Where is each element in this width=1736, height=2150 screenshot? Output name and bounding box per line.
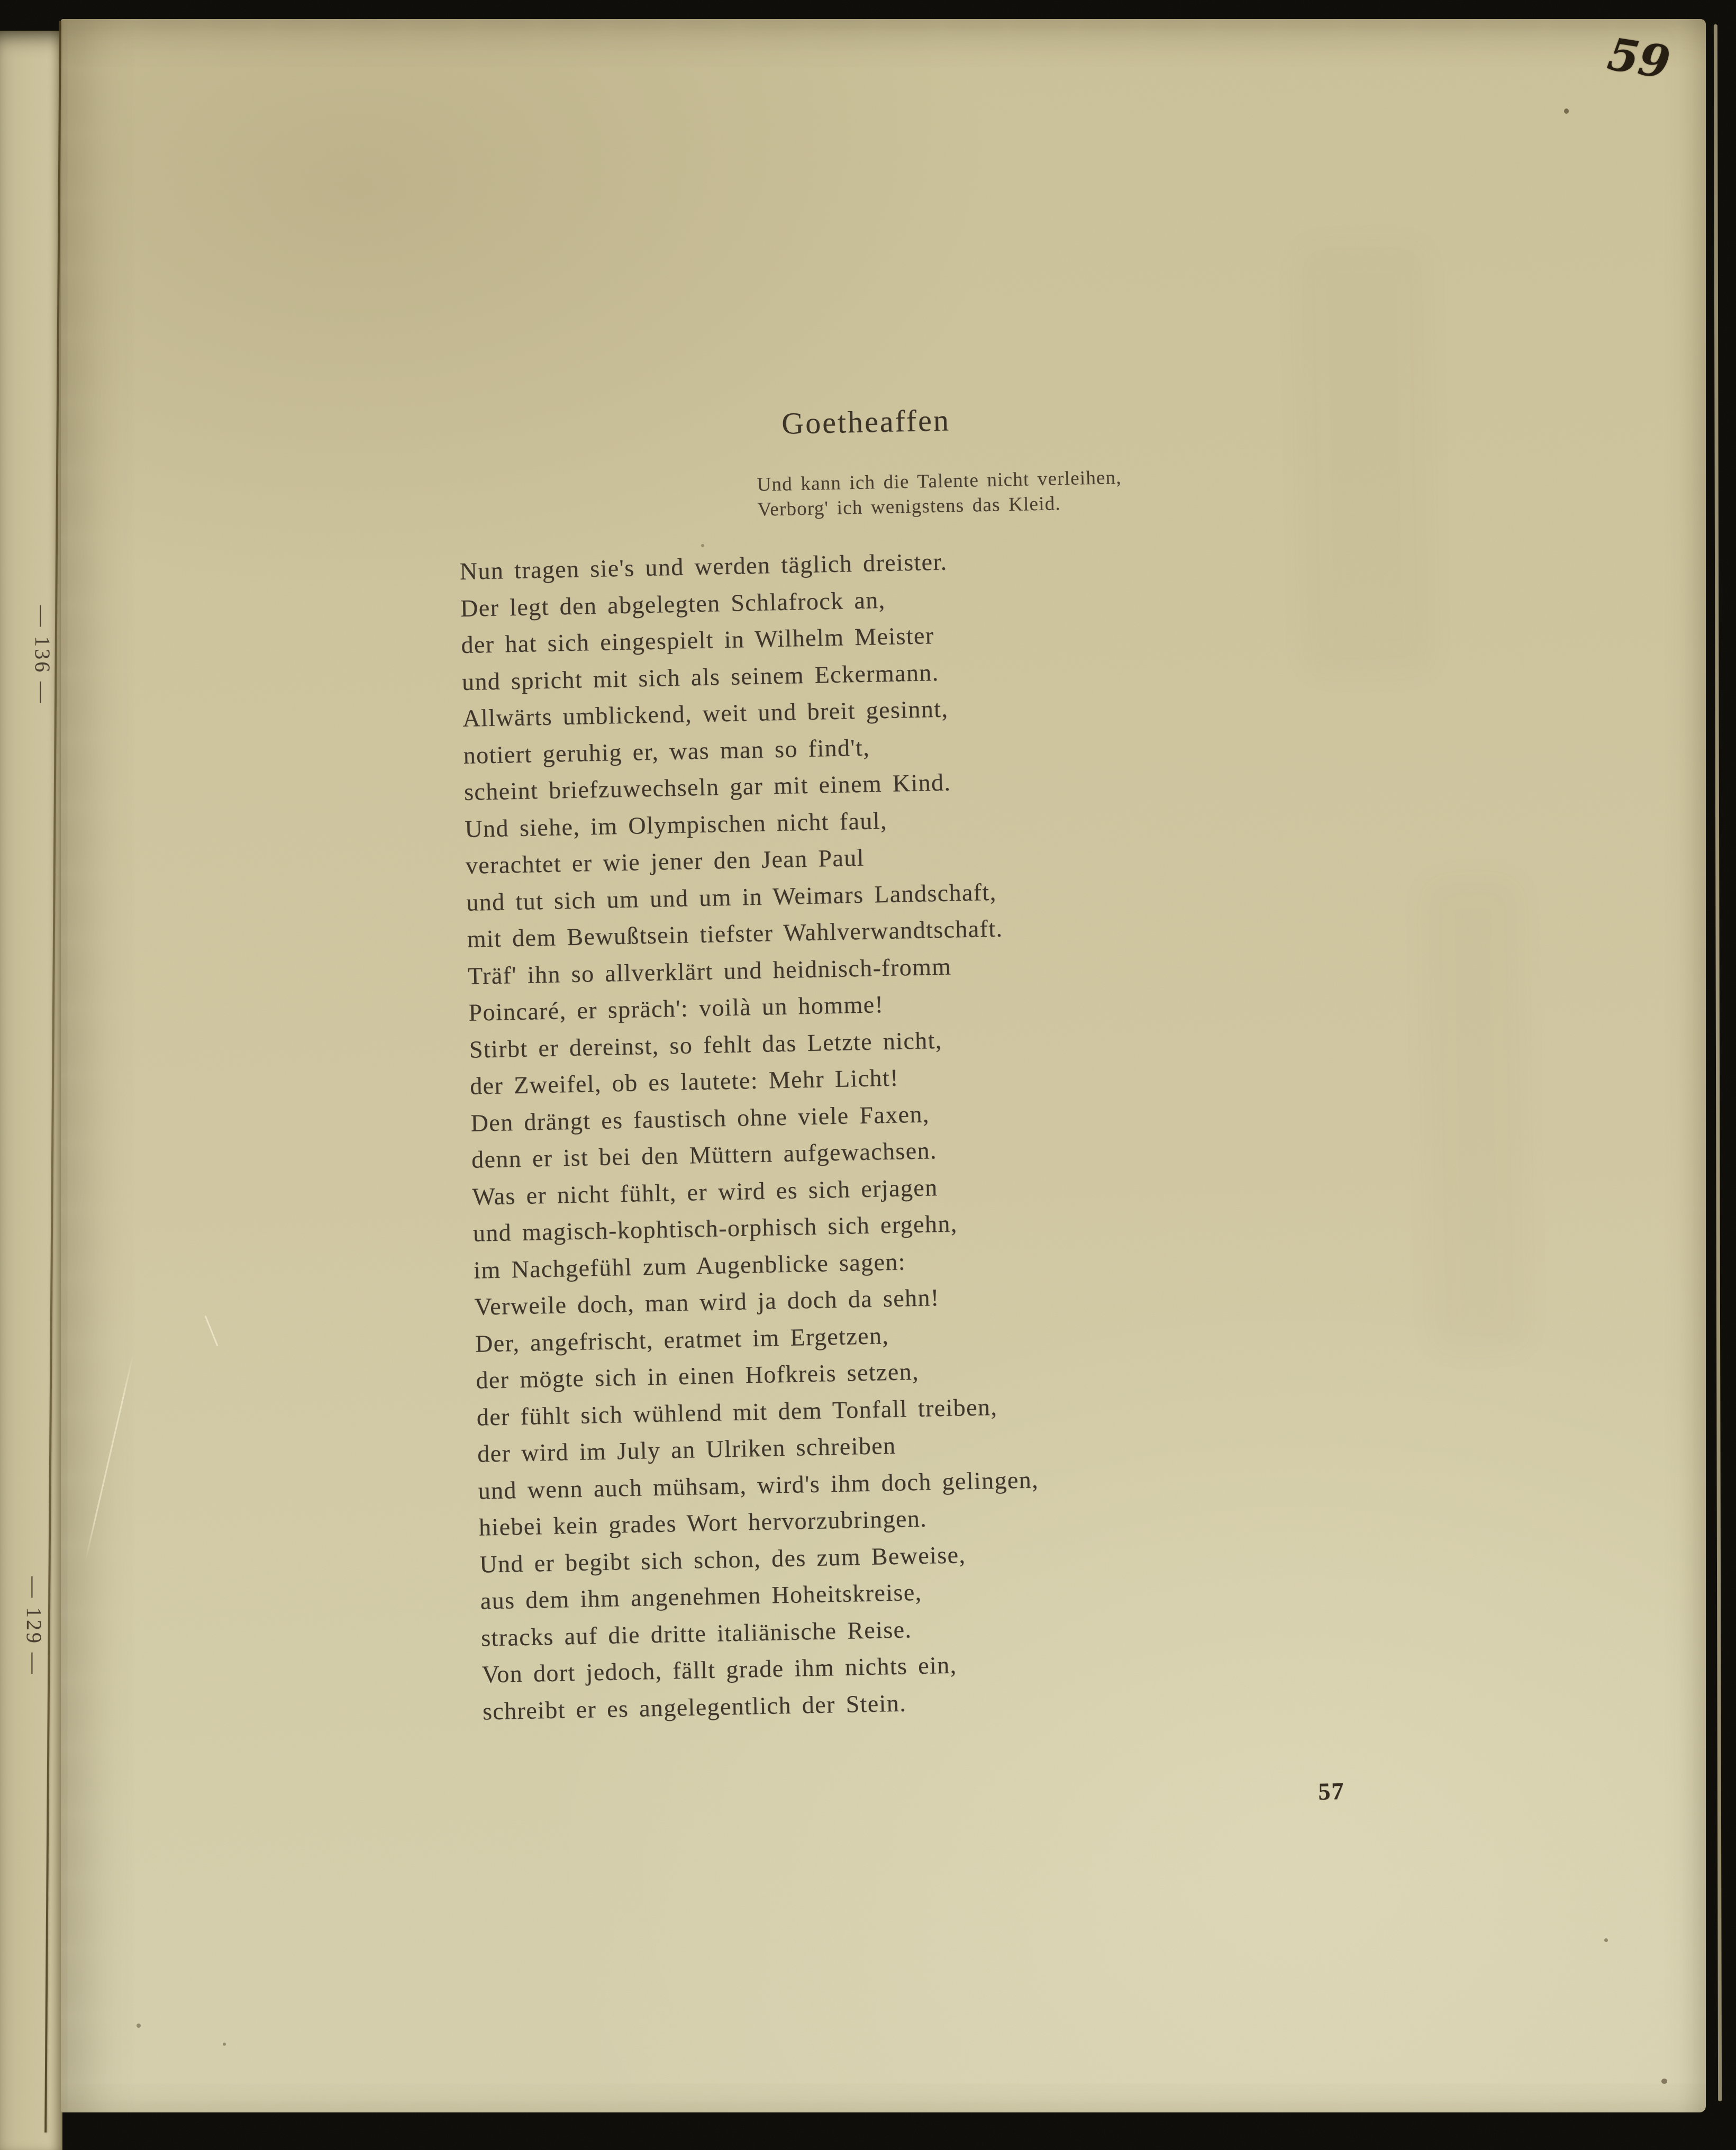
margin-number-top: — 136 — xyxy=(31,605,54,705)
poem-line: und magisch-kophtisch-orphisch sich ergehn, xyxy=(472,1210,958,1247)
poem-line: im Nachgefühl zum Augenblicke sagen: xyxy=(473,1247,906,1284)
poem-line: Träf' ihn so allverklärt und heidnisch-fromm xyxy=(467,952,952,990)
poem-line: Was er nicht fühlt, er wird es sich erjagen xyxy=(471,1173,938,1210)
paper-speck xyxy=(1564,108,1569,114)
book-page xyxy=(61,19,1706,2112)
poem-line: Verweile doch, man wird ja doch da sehn! xyxy=(474,1284,940,1320)
poem-line: Stirbt er dereinst, so fehlt das Letzte nicht, xyxy=(469,1026,943,1063)
poem-title: Goetheaffen xyxy=(781,403,951,441)
poem-line: Und siehe, im Olympischen nicht faul, xyxy=(464,806,888,842)
poem-line: Allwärts umblickend, weit und breit gesinnt, xyxy=(462,695,949,732)
paper-speck xyxy=(137,2024,141,2028)
poem-line: Den drängt es faustisch ohne viele Faxen, xyxy=(470,1100,930,1137)
poem-line: Von dort jedoch, fällt grade ihm nichts ein, xyxy=(481,1651,957,1688)
epigraph xyxy=(757,465,1122,522)
paper-speck xyxy=(1661,2079,1667,2084)
poem-line: mit dem Bewußtsein tiefster Wahlverwandtschaft. xyxy=(467,914,1003,952)
epigraph-line: Und kann ich die Talente nicht verleihen, xyxy=(757,466,1122,496)
poem xyxy=(459,542,1043,1730)
printed-content xyxy=(50,0,1736,2120)
poem-line: Nun tragen sie's und werden täglich dreister. xyxy=(459,548,948,585)
poem-line: der wird im July an Ulriken schreiben xyxy=(477,1431,896,1467)
poem-line: verachtet er wie jener den Jean Paul xyxy=(465,843,865,879)
handwritten-page-number: 59 xyxy=(1604,27,1674,89)
paper-speck xyxy=(1604,1938,1608,1942)
margin-number-bottom: — 129 — xyxy=(22,1576,46,1676)
poem-line: Und er begibt sich schon, des zum Beweise, xyxy=(479,1540,966,1578)
poem-line: und wenn auch mühsam, wird's ihm doch gelingen, xyxy=(478,1465,1039,1504)
poem-line: notiert geruhig er, was man so find't, xyxy=(463,733,870,769)
epigraph-line: Verborg' ich wenigstens das Kleid. xyxy=(757,493,1061,521)
poem-line: Der legt den abgelegten Schlafrock an, xyxy=(460,586,886,622)
poem-line: der Zweifel, ob es lautete: Mehr Licht! xyxy=(469,1064,899,1100)
page-number: 57 xyxy=(1317,1777,1345,1805)
poem-line: schreibt er es angelegentlich der Stein. xyxy=(482,1689,907,1725)
paper-speck xyxy=(223,2043,226,2046)
poem-line: der mögte sich in einen Hofkreis setzen, xyxy=(475,1357,920,1394)
poem-line: scheint briefzuwechseln gar mit einem Kind. xyxy=(463,768,951,805)
poem-line: der hat sich eingespielt in Wilhelm Meister xyxy=(460,622,934,658)
poem-line: und spricht mit sich als seinem Eckermann. xyxy=(461,658,939,695)
poem-line: denn er ist bei den Müttern aufgewachsen. xyxy=(471,1137,938,1173)
poem-line: stracks auf die dritte italiänische Reise. xyxy=(480,1615,912,1652)
poem-line: der fühlt sich wühlend mit dem Tonfall treiben, xyxy=(476,1393,998,1431)
poem-line: aus dem ihm angenehmen Hoheitskreise, xyxy=(480,1578,922,1614)
poem-line: und tut sich um und um in Weimars Landschaft, xyxy=(466,878,997,916)
poem-line: Der, angefrischt, eratmet im Ergetzen, xyxy=(475,1321,889,1357)
poem-line: hiebei kein grades Wort hervorzubringen. xyxy=(478,1504,928,1541)
paper-speck xyxy=(701,544,704,547)
poem-line: Poincaré, er spräch': voilà un homme! xyxy=(468,991,884,1026)
